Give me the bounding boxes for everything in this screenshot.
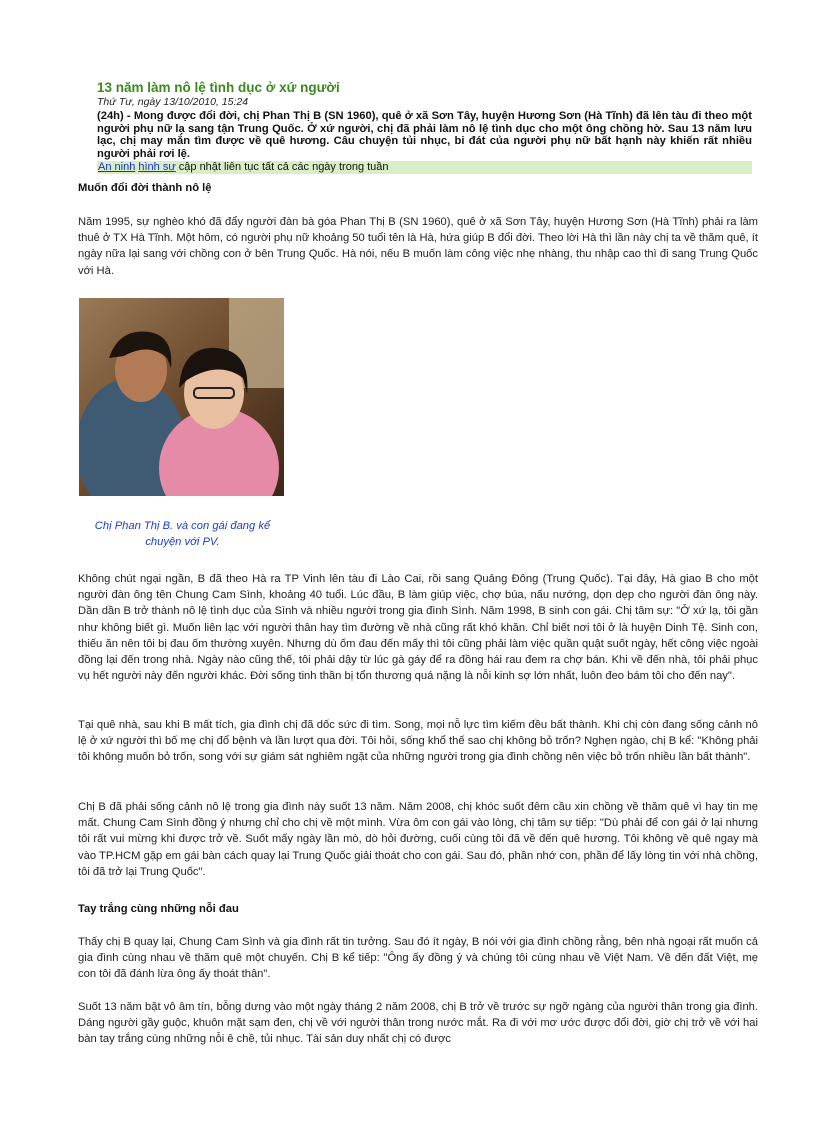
paragraph-4: Chị B đã phải sống cảnh nô lệ trong gia đình này suốt 13 năm. Năm 2008, chị khóc suốt đêm cầu xin chồng về thăm quê vì hay tin mẹ mất. Chung Cam Sình đồng ý nhưng chỉ cho chị về một mình. Vừa ôm con gái vào lòng, chị tâm sự tiếp: "Dù phải để con gái ở lại nhưng tôi rất vui mừng khi được trở về. Suốt mấy ngày lần mò, dò hỏi đường, cuối cùng tôi đã về đến quê hương. Tôi không về quê ngay mà vào TP.HCM gặp em gái bàn cách quay lại Trung Quốc giải thoát cho con gái. Sau đó, phần nhớ con, phần để lấy lòng tin với nhà chồng, tôi đã trở lại Trung Quốc". (78, 801, 758, 878)
paragraph-6: Suốt 13 năm bặt vô âm tín, bỗng dưng vào một ngày tháng 2 năm 2008, chị B trở về trước sự ngỡ ngàng của người thân trong gia đình. Dáng người gầy guộc, khuôn mặt sạm đen, chị về với người thân trong nước mắt. Ra đi với mơ ước được đổi đời, giờ chị trở về với hai bàn tay trắng cùng những nỗi ê chề, tủi nhục. Tài sản duy nhất chị có được (78, 1001, 758, 1046)
article-date: Thứ Tư, ngày 13/10/2010, 15:24 (97, 96, 249, 108)
photo-caption: Chị Phan Thị B. và con gái đang kể chuyện với PV. (94, 520, 271, 548)
photo-illustration (79, 298, 284, 496)
section-heading-1: Muốn đổi đời thành nô lệ (78, 182, 212, 194)
paragraph-2: Không chút ngại ngần, B đã theo Hà ra TP Vinh lên tàu đi Lào Cai, rồi sang Quảng Đông (Trung Quốc). Tại đây, Hà giao B cho một người đàn ông tên Chung Cam Sình, khoảng 40 tuổi. Lúc đầu, B làm giúp việc, chợ búa, nấu nướng, dọn dẹp cho người đàn ông này. Dần dần B trở thành nô lệ tình dục của Sình và nhiều người trong gia đình Sình. Năm 1998, B sinh con gái. Chị tâm sự: "Ở xứ lạ, tôi gần như không biết gì. Muốn liên lạc với người thân hay tìm đường về nhà cũng rất khó khăn. Chỉ biết nơi tôi ở là huyện Dinh Tệ. Sinh con, thiếu ăn nên tôi bị đau ốm thường xuyên. Nhưng dù ốm đau đến mấy thì tôi cũng phải làm việc quần quật suốt ngày, hết công việc ngoài đồng lại đến trong nhà. Ngày nào cũng thế, tôi phải dậy từ lúc gà gáy để ra đồng hái rau đem ra chợ bán. Khi về đến nhà, tôi phải phục vụ hết người này đến người khác. Đời sống tinh thần bị tổn thương quá nặng là nỗi kinh sợ lớn nhất, luôn đeo bám tôi cho đến nay". (78, 573, 758, 683)
paragraph-3: Tại quê nhà, sau khi B mất tích, gia đình chị đã dốc sức đi tìm. Song, mọi nỗ lực tìm kiếm đều bất thành. Khi chị còn đang sống cảnh nô lệ ở xứ người thì bố mẹ chị đổ bệnh và lần lượt qua đời. Tôi hỏi, sống khổ thế sao chị không bỏ trốn? Nghẹn ngào, chị B kể: "Không phải tôi không muốn bỏ trốn, song với sự giám sát nghiêm ngặt của những người trong gia đình chồng nên việc bỏ trốn nhiều lần bất thành". (78, 719, 758, 764)
category-link-hinh-su[interactable]: hình sự (138, 161, 176, 174)
article-title: 13 năm làm nô lệ tình dục ở xứ người (97, 80, 340, 95)
article-lead: (24h) - Mong được đổi đời, chị Phan Thị B (SN 1960), quê ở xã Sơn Tây, huyện Hương Sơn (Hà Tĩnh) đã lên tàu đi theo một người phụ nữ lạ sang tận Trung Quốc. Ở xứ người, chị đã phải làm nô lệ tình dục cho một ông chồng hờ. Sau 13 năm lưu lạc, chị may mắn tìm được về quê hương. Câu chuyện tủi nhục, bi đát của người phụ nữ bất hạnh này khiến rất nhiều người phải rơi lệ. (97, 110, 752, 160)
section-heading-2: Tay trắng cùng những nỗi đau (78, 903, 239, 915)
article-photo (79, 298, 284, 496)
paragraph-1: Năm 1995, sự nghèo khó đã đẩy người đàn bà góa Phan Thị B (SN 1960), quê ở xã Sơn Tây, huyện Hương Sơn (Hà Tĩnh) phải ra làm thuê ở TX Hà Tĩnh. Một hôm, có người phụ nữ khoảng 50 tuổi tên là Hà, hứa giúp B đổi đời. Theo lời Hà thì lần này chị ta về thăm quê, ít ngày nữa lại sang với chồng con ở bên Trung Quốc. Hà nói, nếu B muốn làm công việc nhẹ nhàng, thu nhập cao thì đi sang Trung Quốc với Hà. (78, 216, 758, 277)
category-link-an-ninh[interactable]: An ninh (98, 161, 136, 174)
paragraph-5: Thấy chị B quay lại, Chung Cam Sình và gia đình rất tin tưởng. Sau đó ít ngày, B nói với gia đình chồng rằng, bên nhà ngoại rất muốn cả gia đình cùng nhau về thăm quê một chuyến. Chị B kể tiếp: "Ông ấy đồng ý và chúng tôi cùng nhau về Việt Nam. Về đến đất Việt, mẹ con tôi đã đánh lừa ông ấy thoát thân". (78, 936, 758, 981)
article-header (97, 80, 752, 174)
category-text: cập nhật liên tục tất cả các ngày trong tuần (175, 161, 389, 174)
category-bar (97, 161, 752, 174)
